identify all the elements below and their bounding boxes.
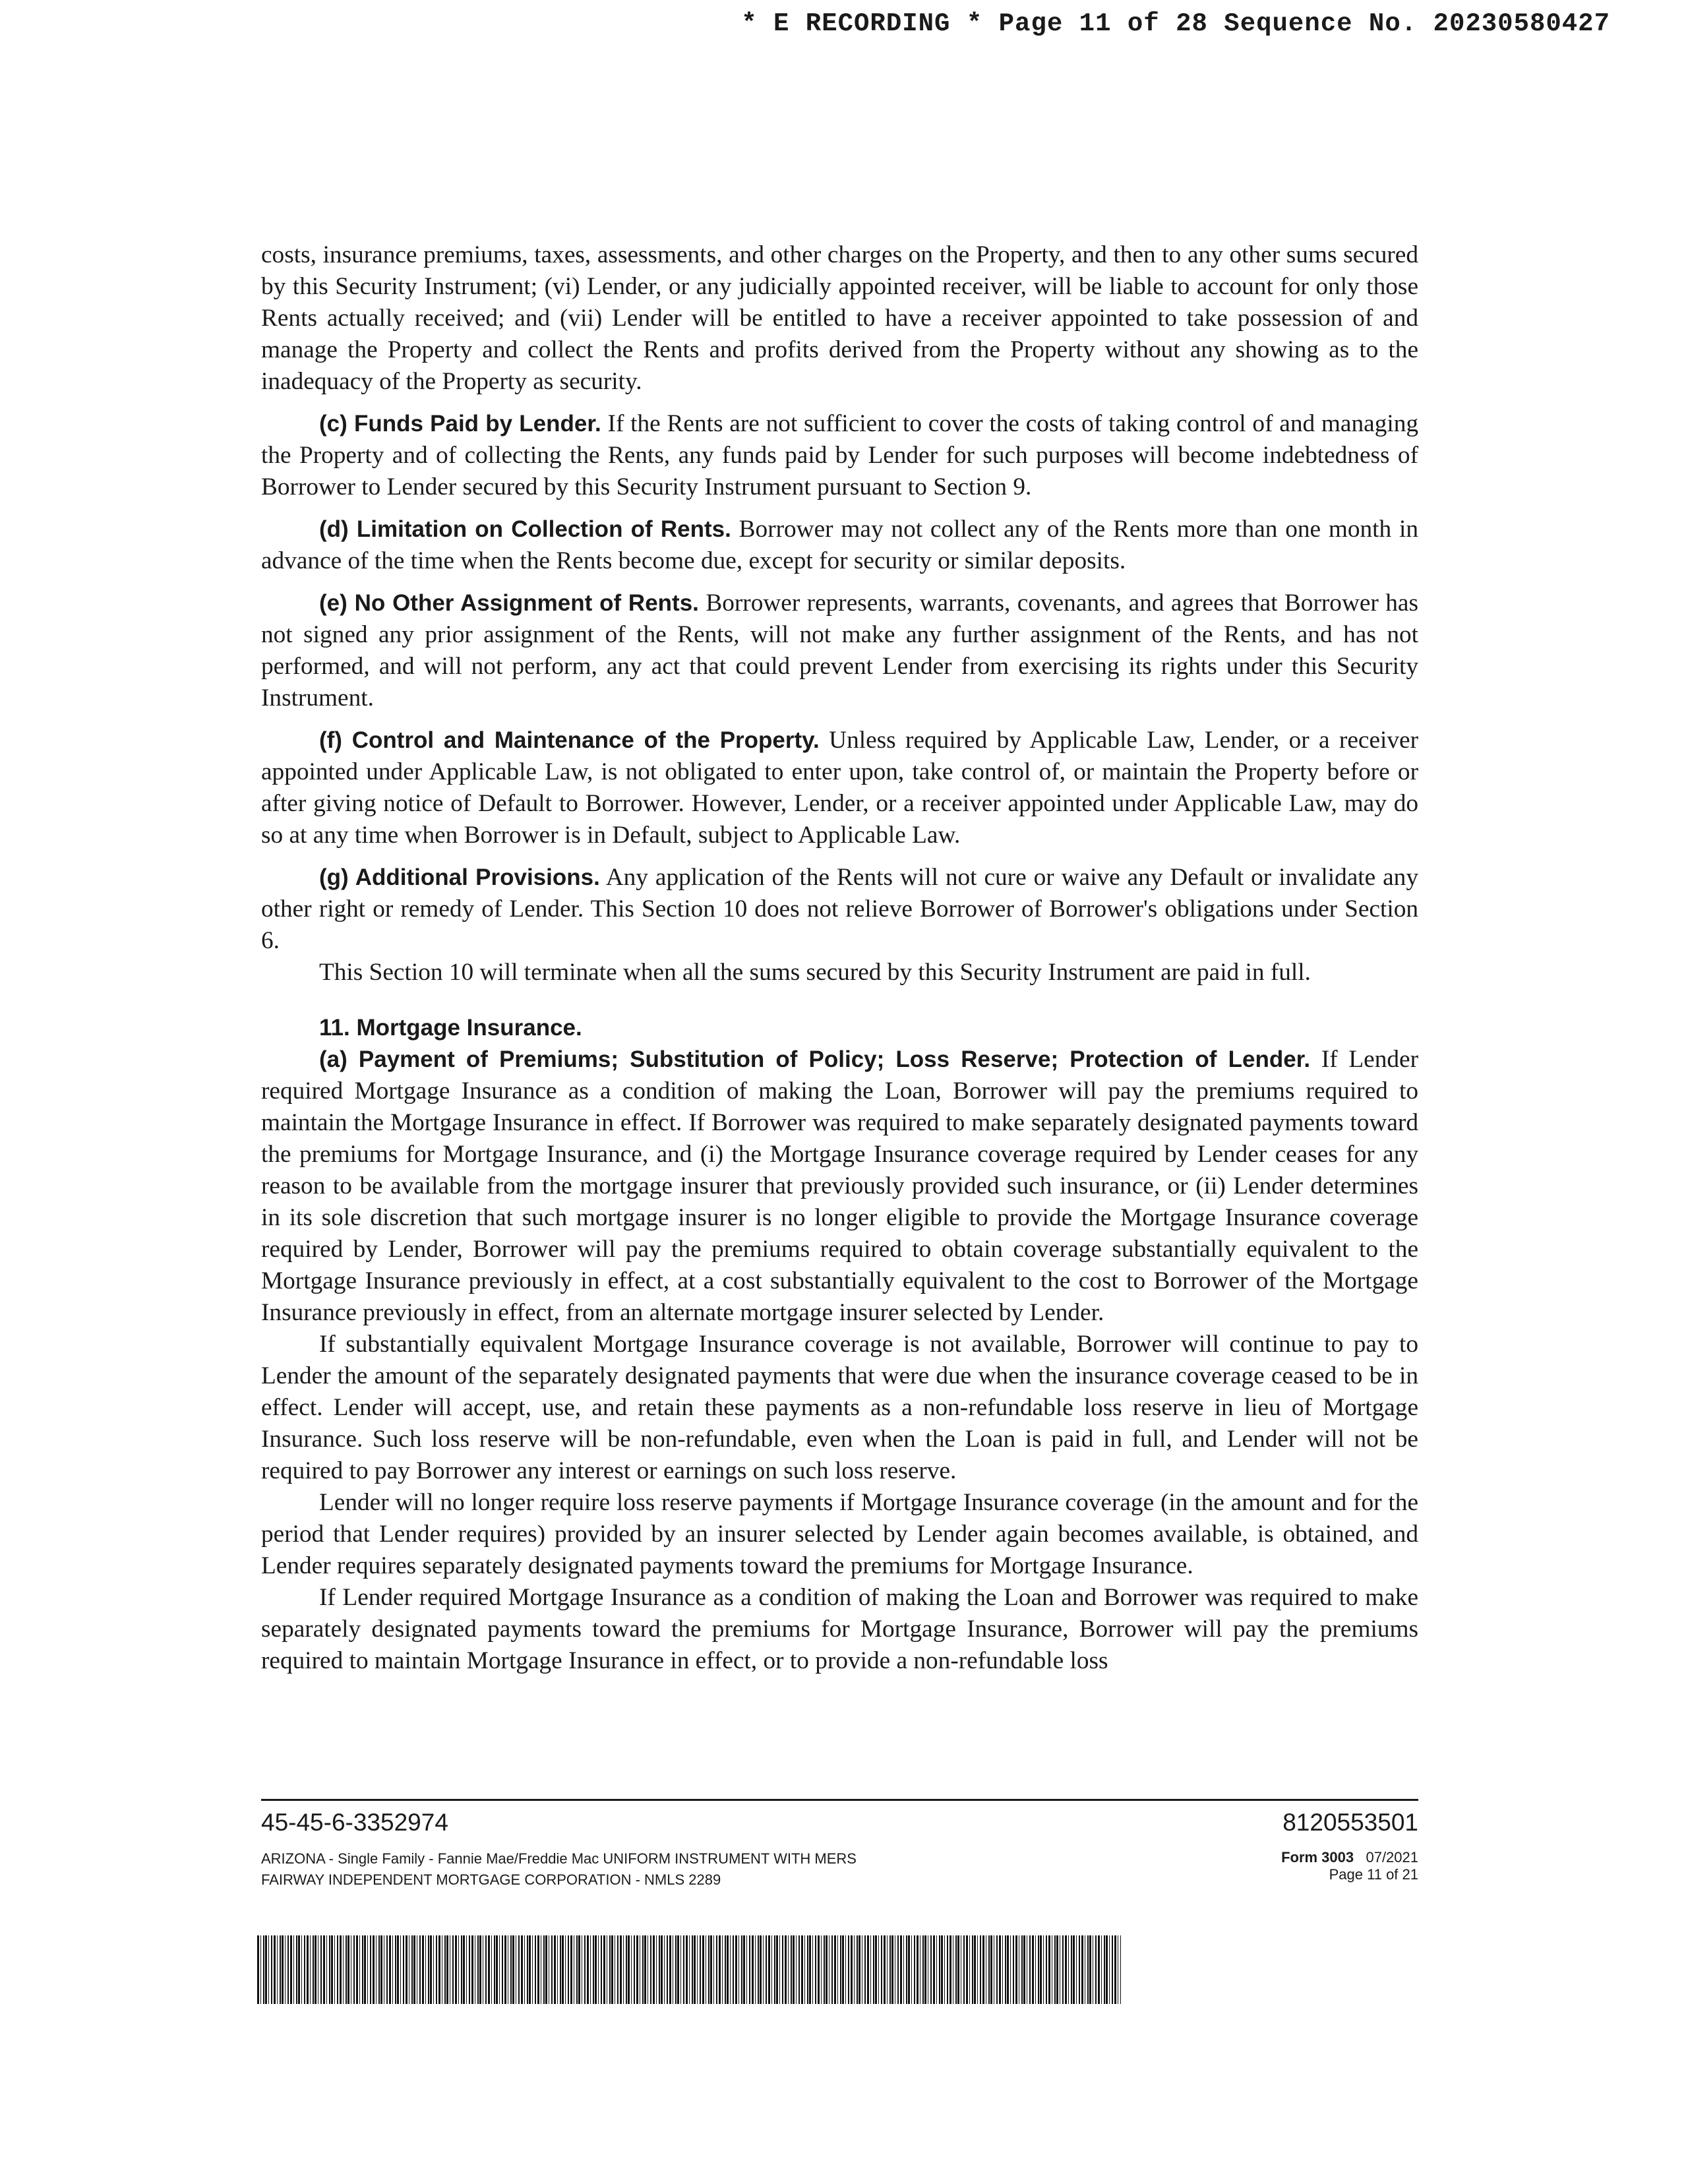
barcode-image — [257, 1935, 1121, 2004]
paragraph-d — [261, 514, 1418, 577]
heading-mortgage-insurance: 11. Mortgage Insurance. — [319, 1015, 582, 1041]
paragraph-f — [261, 725, 1418, 851]
paragraph-g — [261, 862, 1418, 957]
lender-name: FAIRWAY INDEPENDENT MORTGAGE CORPORATION - NMLS 2289 — [261, 1871, 721, 1888]
text-payment-of-premiums: If Lender required Mortgage Insurance as a condition of making the Loan, Borrower will pay the premiums required to maintain the Mortgage Insurance in effect. If Borrower was required to make separately designated payments toward the premiums for Mortgage Insurance, and (i) the Mortgage Insurance coverage required by Lender ceases for any reason to be available from the mortgage insurer that previously provided such insurance, or (ii) Lender determines in its sole discretion that such mortgage insurer is no longer eligible to provide the Mortgage Insurance coverage required by Lender, Borrower will pay the premiums required to obtain coverage substantially equivalent to the Mortgage Insurance previously in effect, at a cost substantially equivalent to the cost to Borrower of the Mortgage Insurance previously in effect, from an alternate mortgage insurer selected by Lender. — [261, 1046, 1418, 1326]
form-date: 07/2021 — [1366, 1849, 1418, 1866]
heading-no-other-assignment: (e) No Other Assignment of Rents. — [319, 590, 699, 616]
form-identifier — [1281, 1849, 1418, 1883]
form-title: ARIZONA - Single Family - Fannie Mae/Freddie Mac UNIFORM INSTRUMENT WITH MERS — [261, 1850, 857, 1867]
text-control-maintenance: Unless required by Applicable Law, Lender, or a receiver appointed under Applicable Law, is not obligated to enter upon, take control of, or maintain the Property before or after giving notice of Default to Borrower. However, Lender, or a receiver appointed under Applicable Law, may do so at any time when Borrower is in Default, subject to Applicable Law. — [261, 727, 1418, 849]
paragraph-e — [261, 588, 1418, 714]
paragraph-no-longer-require: Lender will no longer require loss reserve payments if Mortgage Insurance coverage (in the amount and for the period that Lender requires) provided by an insurer selected by Lender again becomes available, is obtained, and Lender requires separately designated payments toward the premiums for Mortgage Insurance. — [261, 1489, 1418, 1579]
heading-additional-provisions: (g) Additional Provisions. — [319, 864, 600, 890]
heading-limitation-collection: (d) Limitation on Collection of Rents. — [319, 516, 731, 542]
text-funds-paid: If the Rents are not sufficient to cover the costs of taking control of and managing the Property and of collecting the Rents, any funds paid by Lender for such purposes will become indebtedness of Borrower to Lender secured by this Security Instrument pursuant to Section 9. — [261, 410, 1418, 501]
text-limitation-collection: Borrower may not collect any of the Rents more than one month in advance of the time when the Rents become due, except for security or similar deposits. — [261, 516, 1418, 574]
loan-number: 45-45-6-3352974 — [261, 1809, 448, 1836]
paragraph-coverage-unavailable: If substantially equivalent Mortgage Insurance coverage is not available, Borrower will continue to pay to Lender the amount of the separately designated payments that were due when the insurance coverage ceased to be in effect. Lender will accept, use, and retain these payments as a non-refundable loss reserve in lieu of Mortgage Insurance. Such loss reserve will be non-refundable, even when the Loan is paid in full, and Lender will not be required to pay Borrower any interest or earnings on such loss reserve. — [261, 1331, 1418, 1484]
paragraph-rents-continued: costs, insurance premiums, taxes, assessments, and other charges on the Property, and then to any other sums secured by this Security Instrument; (vi) Lender, or any judicially appointed receiver, will be liable to account for only those Rents actually received; and (vii) Lender will be entitled to have a receiver appointed to take possession of and manage the Property and collect the Rents and profits derived from the Property without any showing as to the inadequacy of the Property as security. — [261, 241, 1418, 395]
section-11-title — [261, 1012, 1418, 1044]
text-no-other-assignment: Borrower represents, warrants, covenants, and agrees that Borrower has not signed any prior assignment of the Rents, will not make any further assignment of the Rents, and has not performed, and will not perform, any act that could prevent Lender from exercising its rights under this Security Instrument. — [261, 590, 1418, 712]
document-body — [261, 239, 1418, 1677]
paragraph-c — [261, 408, 1418, 503]
paragraph-11a — [261, 1044, 1418, 1329]
text-additional-provisions: Any application of the Rents will not cure or waive any Default or invalidate any other right or remedy of Lender. This Section 10 does not relieve Borrower of Borrower's obligations under Section 6. — [261, 864, 1418, 954]
heading-payment-of-premiums: (a) Payment of Premiums; Substitution of Policy; Loss Reserve; Protection of Lender. — [319, 1046, 1311, 1072]
heading-control-maintenance: (f) Control and Maintenance of the Property. — [319, 727, 820, 753]
page-label: Page 11 of 21 — [1329, 1866, 1418, 1883]
form-number: Form 3003 — [1281, 1849, 1354, 1866]
section-gap — [261, 988, 1418, 1012]
paragraph-section10-end: This Section 10 will terminate when all the sums secured by this Security Instrument are paid in full. — [319, 959, 1311, 986]
case-number: 8120553501 — [1282, 1809, 1418, 1836]
paragraph-required-insurance: If Lender required Mortgage Insurance as a condition of making the Loan and Borrower was required to make separately designated payments toward the premiums for Mortgage Insurance, Borrower will pay the premiums required to maintain Mortgage Insurance in effect, or to provide a non-refundable loss — [261, 1584, 1418, 1674]
recording-header: * E RECORDING * Page 11 of 28 Sequence No. 20230580427 — [741, 9, 1610, 38]
heading-funds-paid: (c) Funds Paid by Lender. — [319, 411, 601, 437]
footer-divider — [261, 1799, 1418, 1801]
